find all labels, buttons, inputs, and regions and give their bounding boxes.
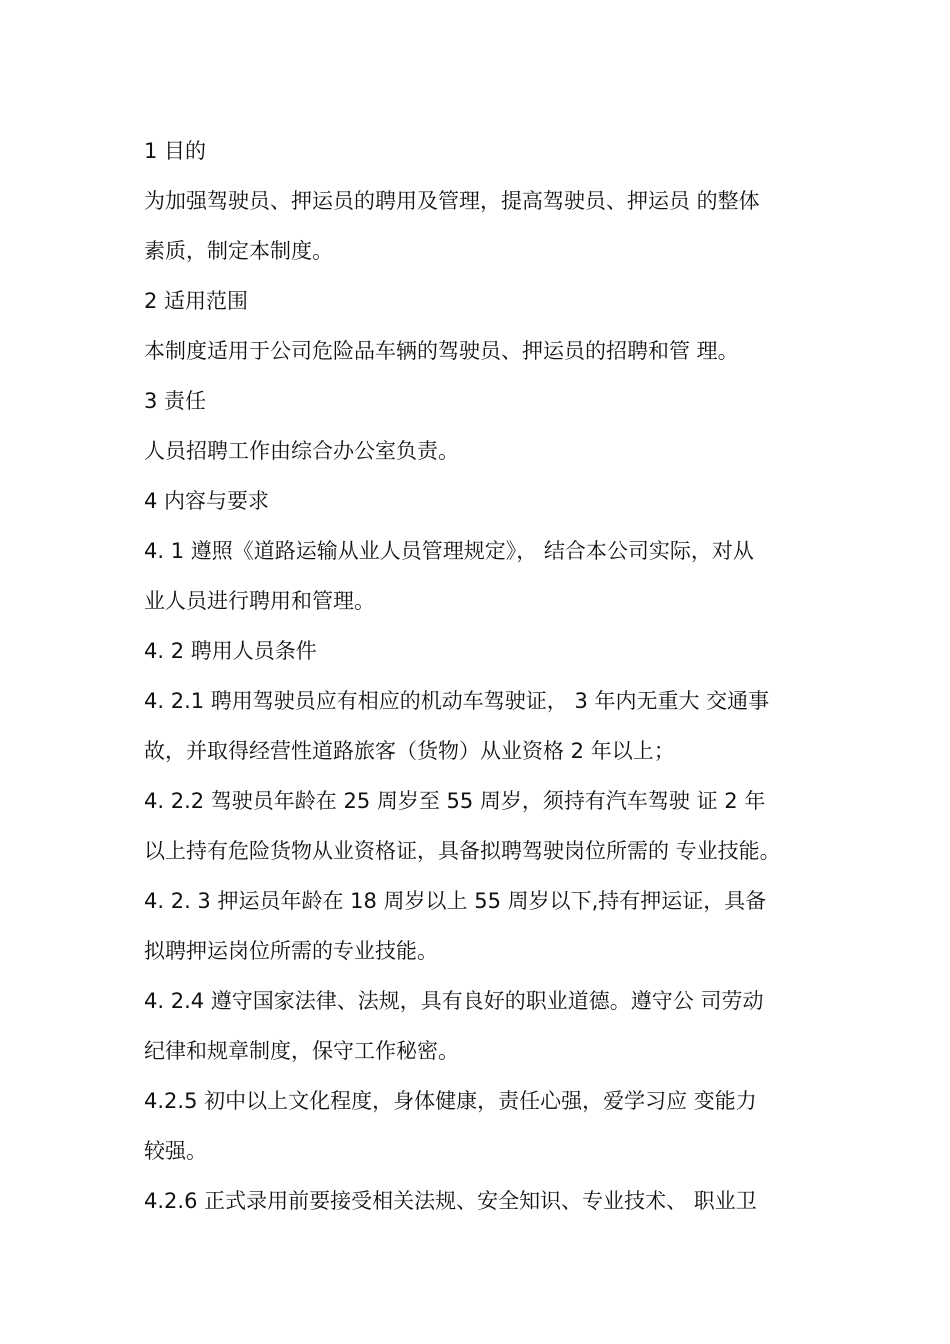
text-line: 故，并取得经营性道路旅客（货物）从业资格 2 年以上； (144, 739, 675, 763)
text-line: 4. 2.2 驾驶员年龄在 25 周岁至 55 周岁，须持有汽车驾驶 证 2 年 (144, 789, 766, 813)
text-line: 以上持有危险货物从业资格证，具备拟聘驾驶岗位所需的 专业技能。 (144, 839, 781, 863)
document-body (144, 126, 814, 1226)
text-line: 本制度适用于公司危险品车辆的驾驶员、押运员的招聘和管 理。 (144, 339, 739, 363)
text-line: 4.2.5 初中以上文化程度，身体健康，责任心强，爱学习应 变能力 (144, 1089, 757, 1113)
subheading-hiring-conditions: 4. 2 聘用人员条件 (144, 639, 317, 663)
heading-content-requirements: 4 内容与要求 (144, 489, 270, 513)
text-line: 纪律和规章制度，保守工作秘密。 (144, 1039, 459, 1063)
text-line: 4. 2.1 聘用驾驶员应有相应的机动车驾驶证， 3 年内无重大 交通事 (144, 689, 770, 713)
text-line: 拟聘押运岗位所需的专业技能。 (144, 939, 438, 963)
text-line: 4. 2.4 遵守国家法律、法规，具有良好的职业道德。遵守公 司劳动 (144, 989, 764, 1013)
text-line: 人员招聘工作由综合办公室负责。 (144, 439, 459, 463)
heading-purpose: 1 目的 (144, 139, 207, 163)
text-line: 素质，制定本制度。 (144, 239, 333, 263)
text-line: 为加强驾驶员、押运员的聘用及管理，提高驾驶员、押运员 的整体 (144, 189, 760, 213)
heading-scope: 2 适用范围 (144, 289, 249, 313)
text-line: 4. 2. 3 押运员年龄在 18 周岁以上 55 周岁以下,持有押运证，具备 (144, 889, 767, 913)
text-line: 较强。 (144, 1139, 207, 1163)
heading-responsibility: 3 责任 (144, 389, 207, 413)
text-line: 业人员进行聘用和管理。 (144, 589, 375, 613)
text-line: 4. 1 遵照《道路运输从业人员管理规定》， 结合本公司实际，对从 (144, 539, 754, 563)
text-line: 4.2.6 正式录用前要接受相关法规、安全知识、专业技术、 职业卫 (144, 1189, 757, 1213)
